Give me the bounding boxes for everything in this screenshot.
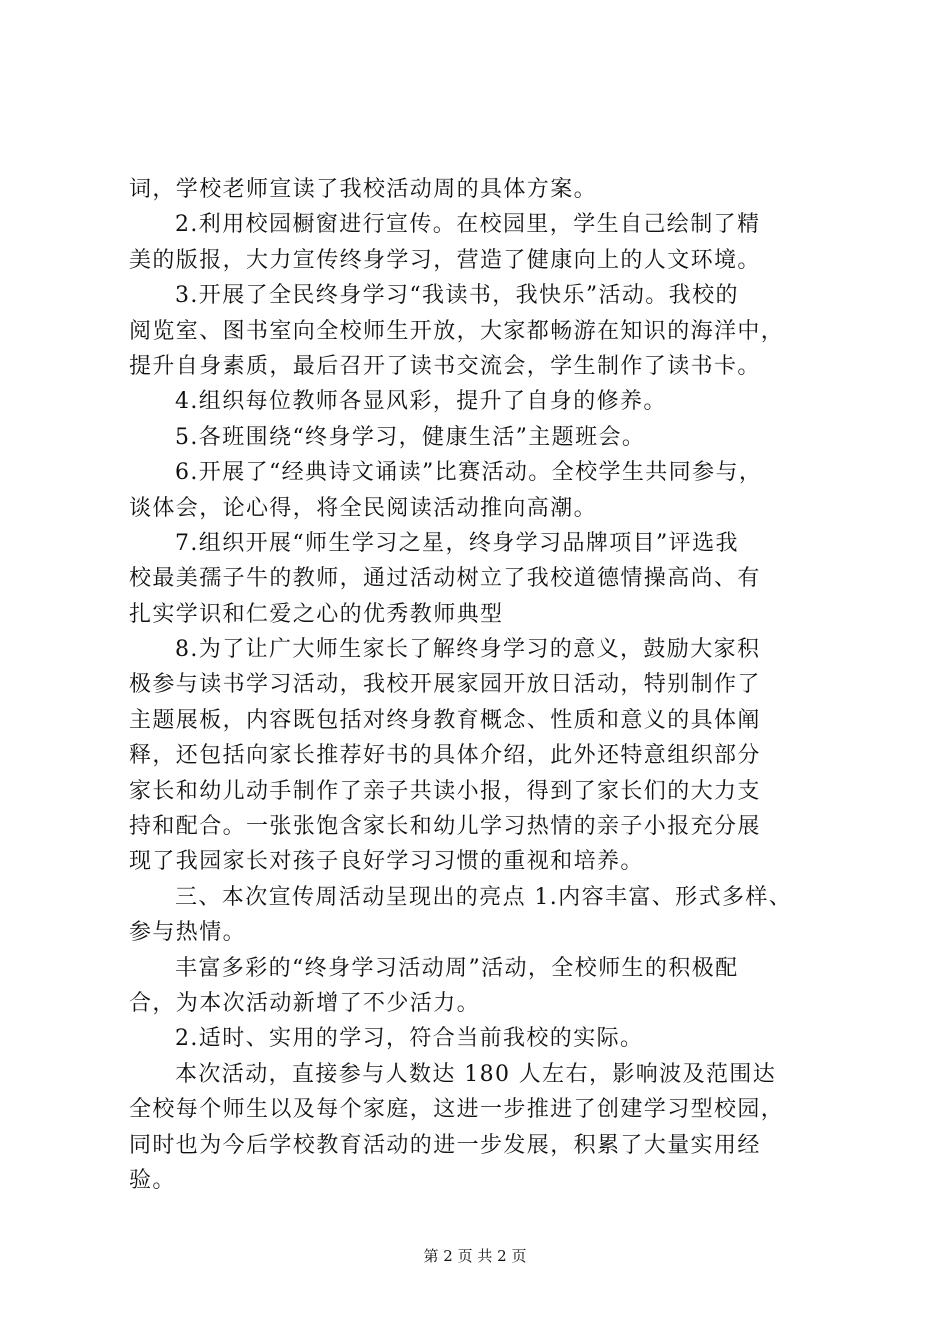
- text-line: 4.组织每位教师各显风彩，提升了自身的修养。: [175, 389, 667, 415]
- text-line: 持和配合。一张张饱含家长和幼儿学习热情的亲子小报充分展: [129, 814, 761, 840]
- text-line: 美的版报，大力宣传终身学习，营造了健康向上的人文环境。: [129, 247, 761, 273]
- text-line: 主题展板，内容既包括对终身教育概念、性质和意义的具体阐: [129, 707, 761, 733]
- text-line: 同时也为今后学校教育活动的进一步发展，积累了大量实用经: [129, 1132, 761, 1158]
- text-line: 释，还包括向家长推荐好书的具体介绍，此外还特意组织部分: [129, 743, 761, 769]
- text-line: 3.开展了全民终身学习“我读书，我快乐”活动。我校的: [175, 283, 739, 309]
- text-line: 丰富多彩的“终身学习活动周”活动，全校师生的积极配: [175, 955, 739, 981]
- text-line: 5.各班围绕“终身学习，健康生活”主题班会。: [175, 424, 646, 450]
- text-line: 词，学校老师宣读了我校活动周的具体方案。: [129, 177, 598, 202]
- text-line: 提升自身素质，最后召开了读书交流会，学生制作了读书卡。: [129, 353, 761, 379]
- text-line: 阅览室、图书室向全校师生开放，大家都畅游在知识的海洋中，: [129, 318, 785, 344]
- text-line: 极参与读书学习活动，我校开展家园开放日活动，特别制作了: [129, 672, 761, 698]
- text-line: 7.组织开展“师生学习之星，终身学习品牌项目”评选我: [175, 530, 739, 556]
- text-line: 合，为本次活动新增了不少活力。: [129, 990, 481, 1016]
- text-line: 本次活动，直接参与人数达 180 人左右，影响波及范围达: [175, 1061, 777, 1087]
- text-line: 三、本次宣传周活动呈现出的亮点 1.内容丰富、形式多样、: [175, 884, 793, 910]
- text-line: 现了我园家长对孩子良好学习习惯的重视和培养。: [129, 849, 644, 875]
- text-line: 全校每个师生以及每个家庭，这进一步推进了创建学习型校园，: [129, 1097, 785, 1123]
- text-line: 验。: [129, 1167, 176, 1193]
- text-line: 家长和幼儿动手制作了亲子共读小报，得到了家长们的大力支: [129, 778, 761, 804]
- text-line: 2.利用校园橱窗进行宣传。在校园里，学生自己绘制了精: [175, 212, 761, 238]
- text-line: 校最美孺子牛的教师，通过活动树立了我校道德情操高尚、有: [129, 566, 761, 592]
- text-line: 谈体会，论心得，将全民阅读活动推向高潮。: [129, 495, 598, 521]
- page-footer: 第 2 页 共 2 页: [423, 1247, 527, 1265]
- text-line: 6.开展了“经典诗文诵读”比赛活动。全校学生共同参与，: [175, 460, 763, 486]
- text-line: 扎实学识和仁爱之心的优秀教师典型: [129, 601, 504, 627]
- text-line: 参与热情。: [129, 920, 247, 946]
- text-line: 8.为了让广大师生家长了解终身学习的意义，鼓励大家积: [175, 637, 761, 663]
- body-text: [129, 172, 849, 1198]
- text-line: 2.适时、实用的学习，符合当前我校的实际。: [175, 1026, 644, 1052]
